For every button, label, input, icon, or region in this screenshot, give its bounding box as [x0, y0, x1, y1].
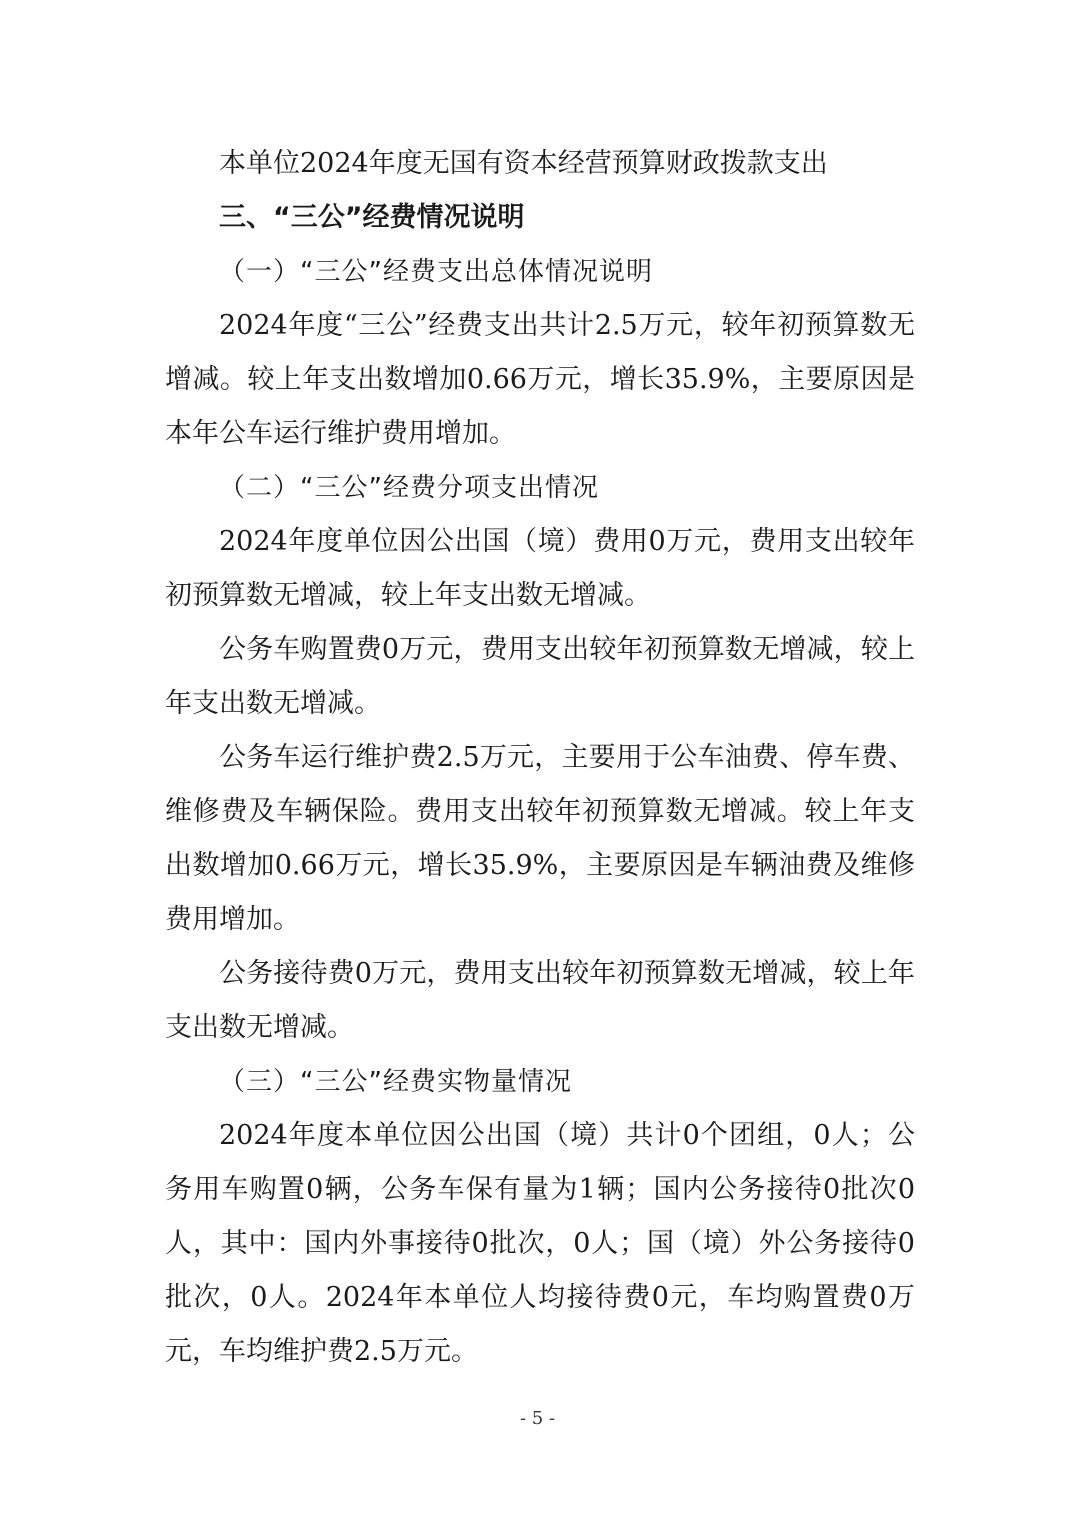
paragraph-overseas-travel: 2024年度单位因公出国（境）费用0万元，费用支出较年初预算数无增减，较上年支出数无增减。	[165, 526, 915, 611]
section-heading-three-public-expenses: 三、“三公”经费情况说明	[219, 202, 525, 233]
subheading-itemized: （二）“三公”经费分项支出情况	[219, 473, 599, 503]
paragraph-reception: 公务接待费0万元，费用支出较年初预算数无增减，较上年支出数无增减。	[165, 958, 915, 1043]
page-number: - 5 -	[519, 1408, 556, 1429]
paragraph-physical-quantity: 2024年度本单位因公出国（境）共计0个团组，0人；公务用车购置0辆，公务车保有量为1辆；国内公务接待0批次0人，其中：国内外事接待0批次，0人；国（境）外公务接待0批次，0人。2024年本单位人均接待费0元，车均购置费0万元，车均维护费2.5万元。	[165, 1120, 915, 1367]
paragraph-vehicle-maintenance: 公务车运行维护费2.5万元，主要用于公车油费、停车费、维修费及车辆保险。费用支出较年初预算数无增减。较上年支出数增加0.66万元，增长35.9%，主要原因是车辆油费及维修费用增加。	[165, 742, 915, 935]
paragraph-no-state-capital-budget: 本单位2024年度无国有资本经营预算财政拨款支出	[219, 148, 828, 179]
subheading-physical-quantity: （三）“三公”经费实物量情况	[219, 1067, 572, 1097]
paragraph-overall-expenditure: 2024年度“三公”经费支出共计2.5万元，较年初预算数无增减。较上年支出数增加0.66万元，增长35.9%，主要原因是本年公车运行维护费用增加。	[165, 310, 915, 449]
subheading-overall: （一）“三公”经费支出总体情况说明	[219, 257, 653, 287]
body-text	[165, 137, 915, 1379]
paragraph-vehicle-purchase: 公务车购置费0万元，费用支出较年初预算数无增减，较上年支出数无增减。	[165, 634, 915, 719]
